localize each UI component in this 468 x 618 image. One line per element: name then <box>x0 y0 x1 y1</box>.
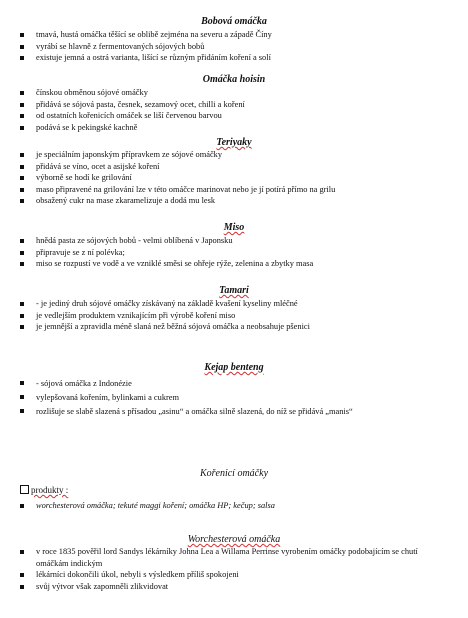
list-item: v roce 1835 pověřil lord Sandys lékárníky Johna Lea a Willama Perrinse vyrobením omáčky podobajícím se chutí omáčkám indickým <box>0 546 468 569</box>
bullet-icon <box>20 262 24 266</box>
bullet-icon <box>20 153 24 157</box>
section-heading: Worchesterová omáčka <box>187 534 281 545</box>
bullet-list <box>0 500 468 512</box>
section-heading: Tamari <box>219 285 249 296</box>
bullet-list <box>0 546 468 592</box>
section-heading: Kořenicí omáčky <box>199 468 269 479</box>
bullet-icon <box>20 33 24 37</box>
bullet-icon <box>20 165 24 169</box>
list-item: připravuje se z ní polévka; <box>0 247 468 259</box>
section-heading: Miso <box>223 222 245 233</box>
list-item: svůj výtvor však zapomněli zlikvidovat <box>0 581 468 593</box>
bullet-icon <box>20 550 24 554</box>
list-item: rozlišuje se slabě slazená s přísadou „asinu“ a omáčka silně slazená, do níž se přidává „manis“ <box>0 405 468 419</box>
bullet-icon <box>20 395 24 399</box>
bullet-icon <box>20 251 24 255</box>
list-item: worchesterová omáčka; tekuté maggi koření; omáčka HP; kečup; salsa <box>0 500 468 512</box>
list-item: je speciálním japonským přípravkem ze sójové omáčky <box>0 149 468 161</box>
bullet-icon <box>20 314 24 318</box>
bullet-icon <box>20 126 24 130</box>
bullet-icon <box>20 199 24 203</box>
bullet-icon <box>20 409 24 413</box>
bullet-list <box>0 235 468 270</box>
section-heading: Teriyaky <box>216 137 252 148</box>
list-item: vylepšovaná kořením, bylinkami a cukrem <box>0 391 468 405</box>
list-item: přidává se sójová pasta, česnek, sezamový ocet, chilli a koření <box>0 99 468 111</box>
bullet-icon <box>20 91 24 95</box>
bullet-icon <box>20 114 24 118</box>
list-item: - je jediný druh sójové omáčky získávaný na základě kvašení kyseliny mléčné <box>0 298 468 310</box>
list-item: existuje jemná a ostrá varianta, lišící se různým přidáním koření a solí <box>0 52 468 64</box>
bullet-list <box>0 149 468 207</box>
bullet-icon <box>20 45 24 49</box>
bullet-list <box>0 29 468 64</box>
list-item: od ostatních kořenicích omáček se liší červenou barvou <box>0 110 468 122</box>
list-item: je jemnější a zpravidla méně slaná než běžná sójová omáčka a neobsahuje pšenici <box>0 321 468 333</box>
section-heading: Bobová omáčka <box>201 16 267 27</box>
bullet-list <box>0 87 468 133</box>
list-item: tmavá, hustá omáčka těšící se oblibě zejména na severu a západě Číny <box>0 29 468 41</box>
bullet-icon <box>20 381 24 385</box>
bullet-icon <box>20 504 24 508</box>
list-item: obsažený cukr na mase zkaramelizuje a dodá mu lesk <box>0 195 468 207</box>
list-item: - sójová omáčka z Indonézie <box>0 377 468 391</box>
list-item: vyrábí se hlavně z fermentovaných sójových bobů <box>0 41 468 53</box>
list-item: lékárníci dokončili úkol, nebyli s výsledkem příliš spokojeni <box>0 569 468 581</box>
bullet-icon <box>20 56 24 60</box>
section-heading: Kejap benteng <box>204 362 264 373</box>
list-item: přidává se víno, ocet a asijské koření <box>0 161 468 173</box>
bullet-icon <box>20 302 24 306</box>
bullet-icon <box>20 176 24 180</box>
list-item: podává se k pekingské kachně <box>0 122 468 134</box>
list-item: hnědá pasta ze sójových bobů - velmi oblíbená v Japonsku <box>0 235 468 247</box>
products-label: produkty : <box>20 484 68 496</box>
list-item: maso připravené na grilování lze v této omáčce marinovat nebo je jí potírá přímo na grilu <box>0 184 468 196</box>
list-item: je vedlejším produktem vznikajícím při výrobě koření miso <box>0 310 468 322</box>
bullet-icon <box>20 325 24 329</box>
bullet-icon <box>20 573 24 577</box>
checkbox-icon <box>20 485 29 494</box>
list-item: čínskou obměnou sójové omáčky <box>0 87 468 99</box>
bullet-icon <box>20 585 24 589</box>
bullet-icon <box>20 239 24 243</box>
bullet-icon <box>20 103 24 107</box>
section-heading: Omáčka hoisin <box>202 74 266 85</box>
bullet-list <box>0 377 468 419</box>
list-item: výborně se hodí ke grilování <box>0 172 468 184</box>
bullet-icon <box>20 188 24 192</box>
list-item: miso se rozpustí ve vodě a ve vzniklé směsi se ohřeje rýže, zelenina a zbytky masa <box>0 258 468 270</box>
bullet-list <box>0 298 468 333</box>
